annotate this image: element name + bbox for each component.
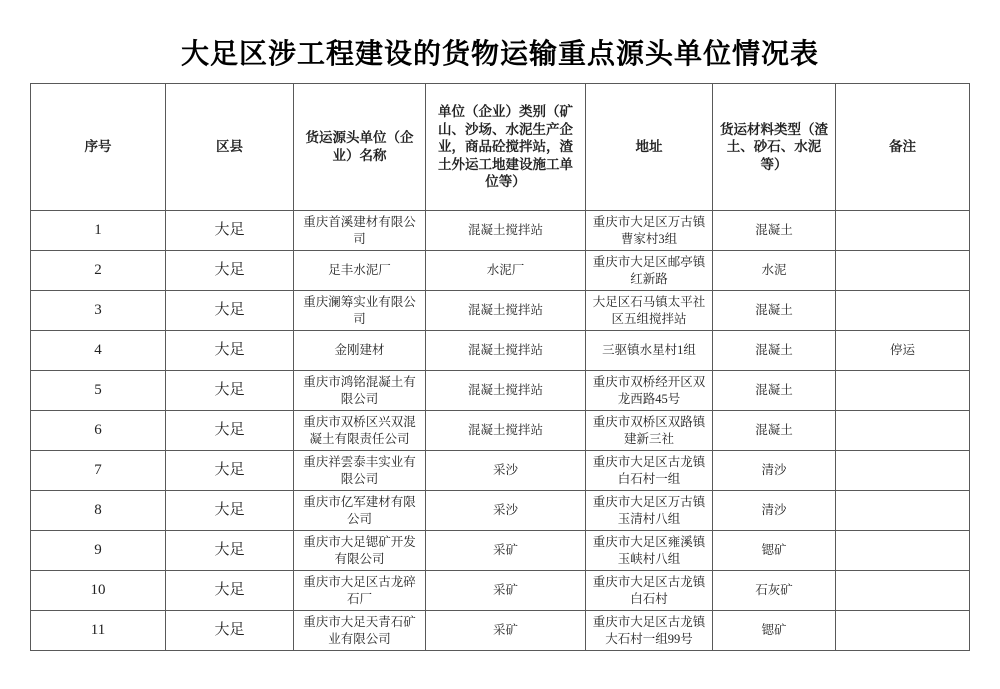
cell: 大足区石马镇太平社区五组搅拌站 — [586, 291, 713, 331]
table-row — [31, 291, 970, 331]
table-row — [31, 571, 970, 611]
cell — [836, 211, 970, 251]
header-address: 地址 — [586, 84, 713, 211]
table-row — [31, 531, 970, 571]
cell: 清沙 — [713, 451, 836, 491]
cell: 10 — [31, 571, 166, 611]
cell: 重庆市大足区古龙碎石厂 — [294, 571, 426, 611]
cell: 8 — [31, 491, 166, 531]
cell: 混凝土搅拌站 — [426, 291, 586, 331]
header-remarks: 备注 — [836, 84, 970, 211]
cell: 水泥厂 — [426, 251, 586, 291]
cell: 4 — [31, 331, 166, 371]
cell: 重庆祥雲泰丰实业有限公司 — [294, 451, 426, 491]
cell: 锶矿 — [713, 531, 836, 571]
cell: 重庆市大足区古龙镇白石村 — [586, 571, 713, 611]
cell: 采沙 — [426, 451, 586, 491]
cell: 9 — [31, 531, 166, 571]
cell: 重庆市双桥经开区双龙西路45号 — [586, 371, 713, 411]
cell — [836, 371, 970, 411]
table-header — [31, 84, 970, 211]
table-row — [31, 491, 970, 531]
cell: 混凝土搅拌站 — [426, 371, 586, 411]
cell: 混凝土 — [713, 331, 836, 371]
table-row — [31, 331, 970, 371]
cell: 重庆市大足区万古镇玉清村八组 — [586, 491, 713, 531]
cell: 重庆市大足区古龙镇白石村一组 — [586, 451, 713, 491]
cell: 采矿 — [426, 571, 586, 611]
cell: 大足 — [166, 531, 294, 571]
cell: 3 — [31, 291, 166, 331]
cell: 重庆首溪建材有限公司 — [294, 211, 426, 251]
cell: 重庆市双桥区兴双混凝土有限责任公司 — [294, 411, 426, 451]
cell — [836, 411, 970, 451]
cell: 混凝土搅拌站 — [426, 331, 586, 371]
cell — [836, 491, 970, 531]
cell: 大足 — [166, 371, 294, 411]
cell: 混凝土 — [713, 371, 836, 411]
table-row — [31, 451, 970, 491]
header-unit-category: 单位（企业）类别（矿山、沙场、水泥生产企业，商品砼搅拌站，渣土外运工地建设施工单位等） — [426, 84, 586, 211]
cell: 11 — [31, 611, 166, 651]
cell: 大足 — [166, 251, 294, 291]
cell — [836, 531, 970, 571]
cell: 重庆市大足区雍溪镇玉峡村八组 — [586, 531, 713, 571]
source-units-table — [30, 83, 970, 651]
table-row — [31, 371, 970, 411]
cell: 混凝土搅拌站 — [426, 211, 586, 251]
table-row — [31, 251, 970, 291]
cell: 大足 — [166, 211, 294, 251]
table-body — [31, 211, 970, 651]
cell — [836, 611, 970, 651]
cell: 1 — [31, 211, 166, 251]
cell: 大足 — [166, 571, 294, 611]
cell: 三驱镇水星村1组 — [586, 331, 713, 371]
cell: 重庆市鸿铭混凝土有限公司 — [294, 371, 426, 411]
cell: 水泥 — [713, 251, 836, 291]
table-row — [31, 211, 970, 251]
cell: 大足 — [166, 611, 294, 651]
cell: 大足 — [166, 411, 294, 451]
table-row — [31, 411, 970, 451]
cell — [836, 451, 970, 491]
cell: 重庆市大足区万古镇曹家村3组 — [586, 211, 713, 251]
cell: 大足 — [166, 451, 294, 491]
cell: 重庆市大足区古龙镇大石村一组99号 — [586, 611, 713, 651]
cell — [836, 571, 970, 611]
cell: 重庆市大足锶矿开发有限公司 — [294, 531, 426, 571]
header-row — [31, 84, 970, 211]
cell: 采沙 — [426, 491, 586, 531]
cell: 重庆市亿军建材有限公司 — [294, 491, 426, 531]
cell: 重庆市大足天青石矿业有限公司 — [294, 611, 426, 651]
cell: 大足 — [166, 491, 294, 531]
cell: 重庆市双桥区双路镇建新三社 — [586, 411, 713, 451]
cell: 足丰水泥厂 — [294, 251, 426, 291]
document-page — [0, 32, 1000, 689]
cell: 金刚建材 — [294, 331, 426, 371]
cell: 混凝土搅拌站 — [426, 411, 586, 451]
header-material-type: 货运材料类型（渣土、砂石、水泥等） — [713, 84, 836, 211]
cell: 7 — [31, 451, 166, 491]
table-row — [31, 611, 970, 651]
cell: 采矿 — [426, 531, 586, 571]
cell: 混凝土 — [713, 211, 836, 251]
cell: 停运 — [836, 331, 970, 371]
cell — [836, 291, 970, 331]
cell: 重庆澜筹实业有限公司 — [294, 291, 426, 331]
cell: 重庆市大足区邮亭镇红新路 — [586, 251, 713, 291]
cell: 5 — [31, 371, 166, 411]
cell: 石灰矿 — [713, 571, 836, 611]
cell — [836, 251, 970, 291]
cell: 锶矿 — [713, 611, 836, 651]
cell: 混凝土 — [713, 411, 836, 451]
header-serial-number: 序号 — [31, 84, 166, 211]
cell: 2 — [31, 251, 166, 291]
cell: 采矿 — [426, 611, 586, 651]
cell: 大足 — [166, 291, 294, 331]
cell: 6 — [31, 411, 166, 451]
header-unit-name: 货运源头单位（企业）名称 — [294, 84, 426, 211]
page-title: 大足区涉工程建设的货物运输重点源头单位情况表 — [180, 39, 819, 70]
cell: 清沙 — [713, 491, 836, 531]
cell: 混凝土 — [713, 291, 836, 331]
header-district: 区县 — [166, 84, 294, 211]
cell: 大足 — [166, 331, 294, 371]
